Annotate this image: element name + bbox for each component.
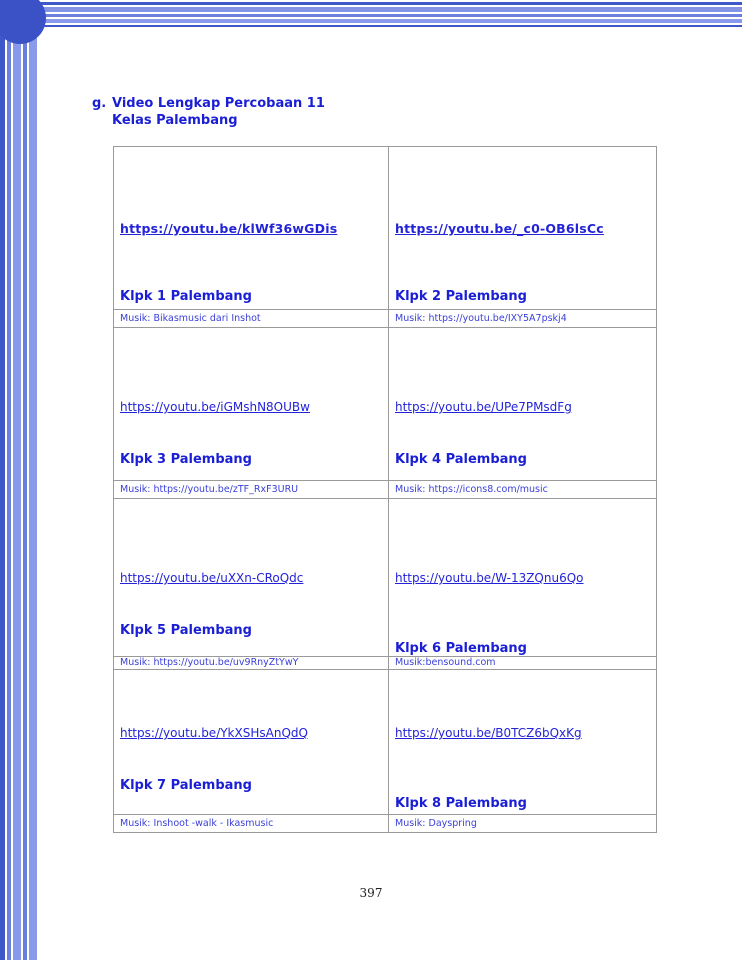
- music-credit: Musik: Dayspring: [389, 815, 657, 833]
- music-credit: Musik:bensound.com: [389, 657, 657, 670]
- frame-bar: [30, 19, 742, 23]
- video-cell: [114, 328, 389, 481]
- music-credit: Musik: Inshoot -walk - Ikasmusic: [114, 815, 389, 833]
- video-link[interactable]: https://youtu.be/B0TCZ6bQxKg: [395, 726, 582, 740]
- frame-bar: [30, 2, 742, 5]
- section-heading: [92, 95, 325, 129]
- frame-bar: [30, 14, 742, 17]
- video-cell: [389, 499, 657, 657]
- table-row: [114, 670, 657, 815]
- clip-label: Klpk 5 Palembang: [120, 623, 252, 638]
- video-cell: [389, 328, 657, 481]
- corner-circle-decoration: [0, 0, 46, 44]
- frame-bar: [29, 0, 37, 960]
- frame-bar: [13, 0, 21, 960]
- music-credit: Musik: https://icons8.com/music: [389, 481, 657, 499]
- video-link[interactable]: https://youtu.be/UPe7PMsdFg: [395, 400, 572, 414]
- music-credit: Musik: https://youtu.be/uv9RnyZtYwY: [114, 657, 389, 670]
- section-title: Video Lengkap Percobaan 11: [112, 96, 325, 111]
- page-number: 397: [359, 886, 383, 900]
- video-cell: [389, 670, 657, 815]
- music-credit: Musik: https://youtu.be/zTF_RxF3URU: [114, 481, 389, 499]
- section-letter: g.: [92, 96, 107, 111]
- video-cell: [389, 147, 657, 310]
- video-cell: [114, 147, 389, 310]
- frame-bar: [30, 7, 742, 12]
- music-row: [114, 310, 657, 328]
- music-credit: Musik: https://youtu.be/IXY5A7pskj4: [389, 310, 657, 328]
- table-row: [114, 147, 657, 310]
- video-table: [113, 146, 657, 833]
- video-link[interactable]: https://youtu.be/uXXn-CRoQdc: [120, 571, 304, 585]
- clip-label: Klpk 2 Palembang: [395, 289, 527, 304]
- video-link[interactable]: https://youtu.be/YkXSHsAnQdQ: [120, 726, 308, 740]
- clip-label: Klpk 3 Palembang: [120, 452, 252, 467]
- table-row: [114, 328, 657, 481]
- music-row: [114, 481, 657, 499]
- frame-bar: [7, 0, 11, 960]
- table-row: [114, 499, 657, 657]
- video-link[interactable]: https://youtu.be/iGMshN8OUBw: [120, 400, 310, 414]
- section-subtitle: Kelas Palembang: [112, 113, 238, 128]
- frame-bar: [0, 0, 5, 960]
- music-credit: Musik: Bikasmusic dari Inshot: [114, 310, 389, 328]
- video-link[interactable]: https://youtu.be/W-13ZQnu6Qo: [395, 571, 584, 585]
- video-cell: [114, 499, 389, 657]
- music-row: [114, 815, 657, 833]
- video-link[interactable]: https://youtu.be/klWf36wGDis: [120, 221, 338, 236]
- clip-label: Klpk 6 Palembang: [395, 641, 527, 656]
- video-cell: [114, 670, 389, 815]
- clip-label: Klpk 7 Palembang: [120, 778, 252, 793]
- clip-label: Klpk 1 Palembang: [120, 289, 252, 304]
- clip-label: Klpk 8 Palembang: [395, 796, 527, 811]
- clip-label: Klpk 4 Palembang: [395, 452, 527, 467]
- frame-bar: [30, 25, 742, 27]
- frame-bar: [23, 0, 27, 960]
- music-row: [114, 657, 657, 670]
- video-link[interactable]: https://youtu.be/_c0-OB6lsCc: [395, 221, 604, 236]
